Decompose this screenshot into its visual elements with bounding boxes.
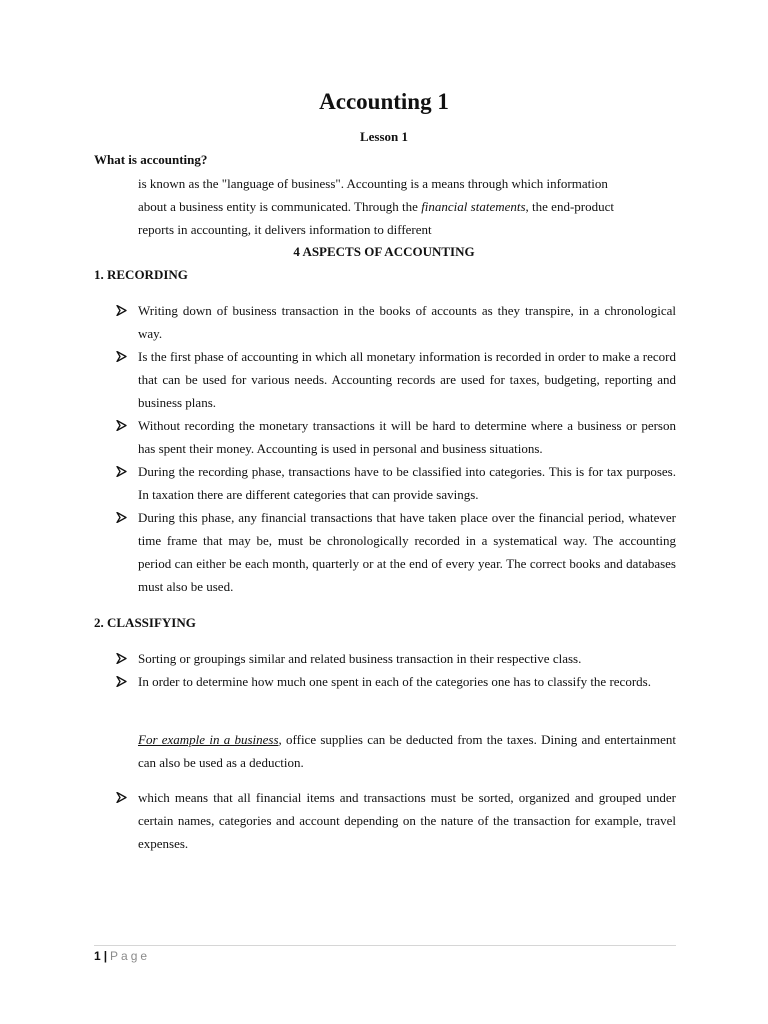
intro-line-2b: , the end-product [525,199,614,214]
list-item: Is the first phase of accounting in which all monetary information is recorded in order to make a record that can be used for various needs. Accounting records are used for taxes, budgeting, reporting and business plans. [116,345,676,414]
classifying-bullet-list-continued [116,786,676,855]
arrowhead-bullet-icon [116,506,130,529]
lesson-subtitle: Lesson 1 [359,129,409,144]
arrowhead-bullet-icon [116,786,130,809]
aspects-heading: 4 ASPECTS OF ACCOUNTING [293,244,475,259]
question-heading: What is accounting? [94,152,208,167]
footer-divider [94,945,676,946]
document-title: Accounting 1 [319,89,449,114]
list-item: Without recording the monetary transactions it will be hard to determine where a business or person has spent their money. Accounting is used in personal and business situations. [116,414,676,460]
classifying-bullet-list [116,647,676,693]
recording-bullet-list [116,299,676,598]
arrowhead-bullet-icon [116,299,130,322]
arrowhead-bullet-icon [116,670,130,693]
list-item: Sorting or groupings similar and related business transaction in their respective class. [116,647,676,670]
arrowhead-bullet-icon [116,460,130,483]
intro-line-3: reports in accounting, it delivers information to different [138,222,432,237]
page-number: 1 [94,949,101,963]
arrowhead-bullet-icon [116,345,130,368]
list-item: which means that all financial items and transactions must be sorted, organized and grouped under certain names, categories and account depending on the nature of the transaction for example, travel expenses. [116,786,676,855]
page-footer [94,947,150,965]
intro-line-2a: about a business entity is communicated. Through the [138,199,422,214]
arrowhead-bullet-icon [116,414,130,437]
intro-paragraph [138,172,658,241]
example-lead: For example in a business [138,732,279,747]
section-heading-classifying: 2. CLASSIFYING [94,615,196,630]
list-item: In order to determine how much one spent in each of the categories one has to classify the records. [116,670,676,693]
arrowhead-bullet-icon [116,647,130,670]
intro-emphasis: financial statements [421,199,526,214]
section-heading-recording: 1. RECORDING [94,267,188,282]
list-item: During the recording phase, transactions have to be classified into categories. This is for tax purposes. In taxation there are different categories that can provide savings. [116,460,676,506]
example-text: , office supplies can be deducted from the taxes. Dining and entertainment can also be used as a deduction. [138,732,676,770]
page-label: Page [110,949,151,963]
footer-separator: | [103,949,108,963]
list-item: During this phase, any financial transactions that have taken place over the financial period, whatever time frame that may be, must be chronologically recorded in a systematical way. The accounting period can either be each month, quarterly or at the end of every year. The correct books and databases must also be used. [116,506,676,598]
intro-line-1: is known as the "language of business". Accounting is a means through which information [138,176,608,191]
list-item: Writing down of business transaction in the books of accounts as they transpire, in a chronological way. [116,299,676,345]
example-paragraph [138,728,676,774]
